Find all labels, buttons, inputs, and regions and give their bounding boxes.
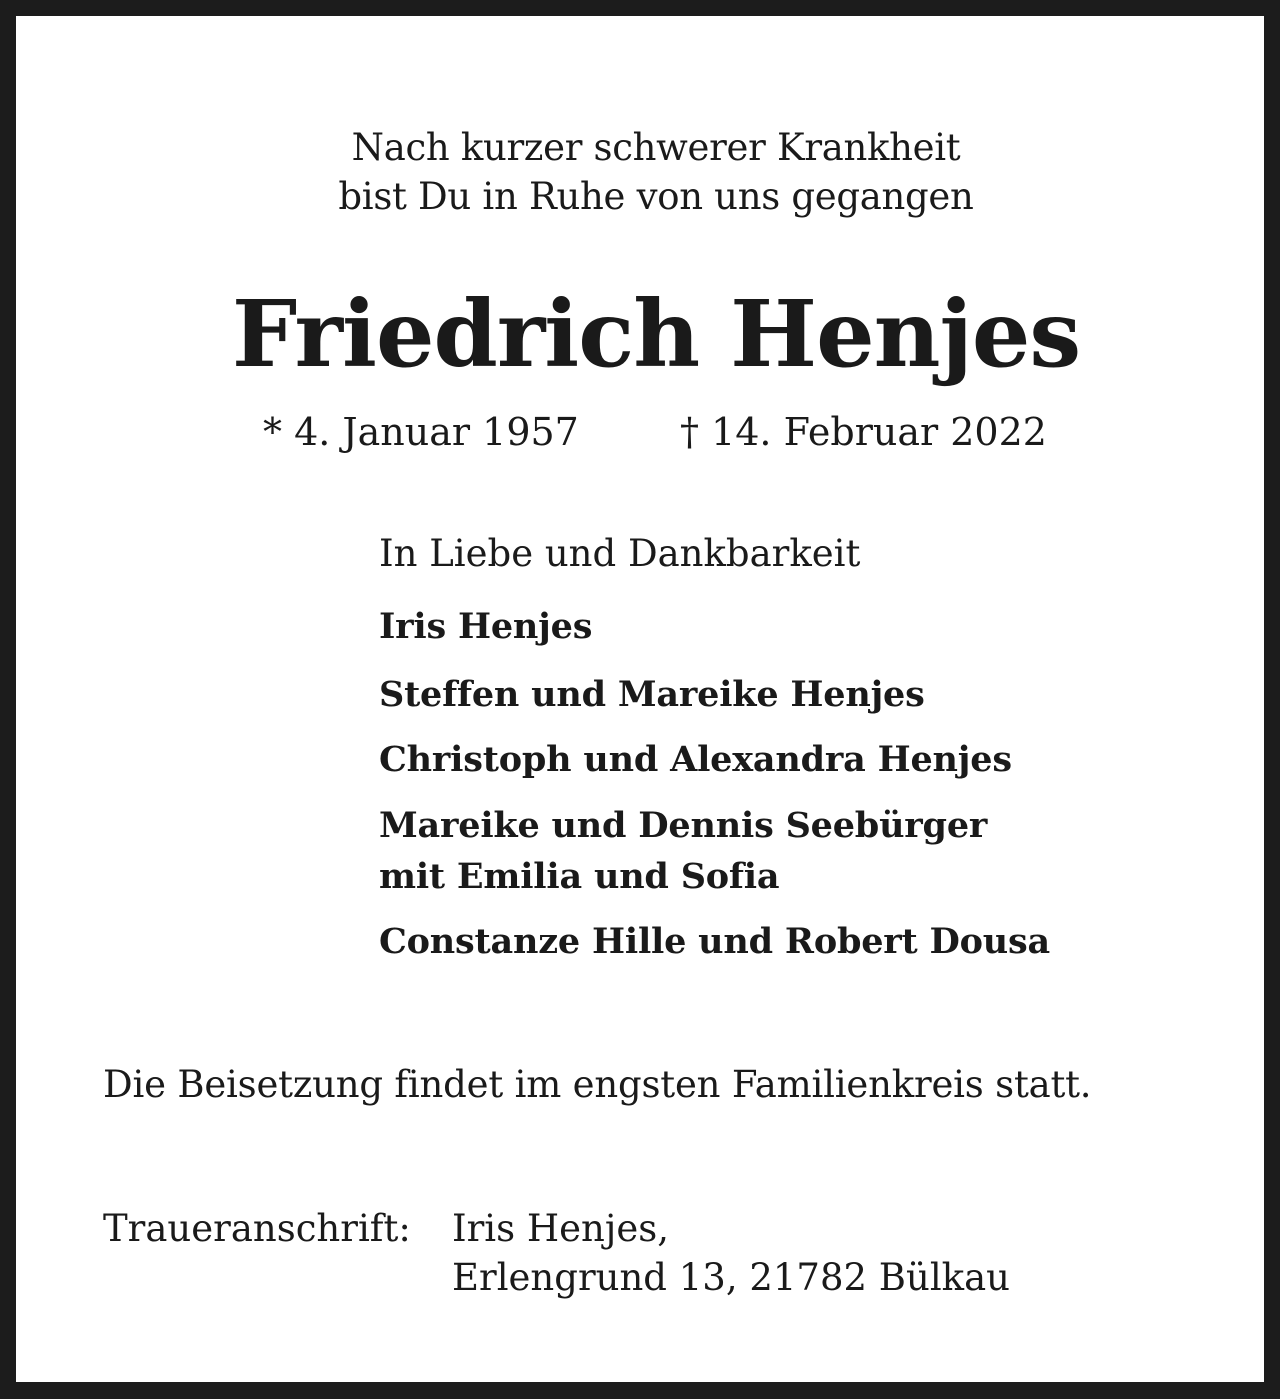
- intro-line-2: bist Du in Ruhe von uns gegangen: [338, 175, 974, 218]
- mourner-name: Constanze Hille und Robert Dousa: [379, 921, 1051, 962]
- birth-date: * 4. Januar 1957: [263, 410, 579, 454]
- mourners-intro: In Liebe und Dankbarkeit: [379, 532, 861, 575]
- death-date: † 14. Februar 2022: [680, 410, 1047, 454]
- mourner-name: Mareike und Dennis Seebürger: [379, 805, 988, 846]
- address-label: Traueranschrift:: [103, 1207, 411, 1250]
- funeral-note: Die Beisetzung findet im engsten Familienkreis statt.: [103, 1063, 1092, 1106]
- mourner-name: Iris Henjes: [379, 606, 593, 647]
- mourner-name: Steffen und Mareike Henjes: [379, 674, 925, 715]
- intro-line-1: Nach kurzer schwerer Krankheit: [351, 126, 961, 169]
- deceased-name: Friedrich Henjes: [231, 280, 1081, 388]
- mourner-name: Christoph und Alexandra Henjes: [379, 739, 1012, 780]
- mourner-name: mit Emilia und Sofia: [379, 856, 780, 897]
- address-line-1: Iris Henjes,: [452, 1207, 669, 1250]
- address-line-2: Erlengrund 13, 21782 Bülkau: [452, 1256, 1010, 1299]
